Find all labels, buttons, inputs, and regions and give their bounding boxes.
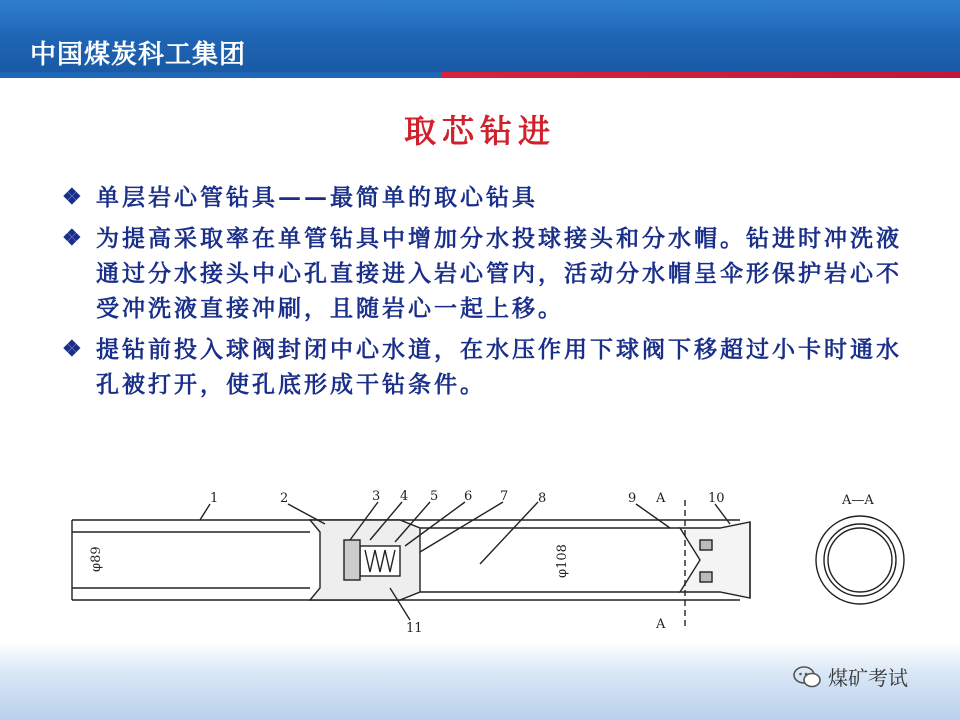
part-label: 7: [500, 489, 509, 504]
diamond-bullet-icon: ❖: [62, 336, 85, 362]
part-label: 2: [280, 491, 289, 506]
diamond-bullet-icon: ❖: [62, 184, 85, 210]
part-label: 10: [708, 491, 725, 506]
bullet-text: 提钻前投入球阀封闭中心水道，在水压作用下球阀下移超过小卡时通水孔被打开，使孔底形成干钻条件。: [96, 336, 902, 398]
slide-title: 取芯钻进: [403, 112, 556, 150]
watermark: [792, 662, 908, 691]
org-name: 中国煤炭科工集团: [30, 40, 247, 70]
section-title: A—A: [842, 493, 874, 508]
dimension-label: φ89: [89, 546, 104, 572]
dimension-label: φ108: [555, 544, 570, 578]
header-bar: [0, 0, 960, 72]
section-mark-bottom: A: [656, 617, 666, 632]
bullet-item: [62, 180, 902, 215]
part-label: 1: [210, 491, 219, 506]
part-label: 8: [538, 491, 547, 506]
part-label: 4: [400, 489, 409, 504]
section-mark-top: A: [656, 491, 666, 506]
header-divider: [0, 72, 960, 78]
wechat-icon: [792, 665, 822, 689]
core-barrel-diagram: [60, 480, 930, 640]
part-label: 5: [430, 489, 439, 504]
diamond-bullet-icon: ❖: [62, 225, 85, 251]
watermark-text: 煤矿考试: [828, 666, 908, 690]
bullet-list: [62, 180, 902, 408]
part-label: 9: [628, 491, 637, 506]
part-label: 11: [406, 621, 423, 636]
bullet-text: 为提高采取率在单管钻具中增加分水投球接头和分水帽。钻进时冲洗液通过分水接头中心孔直接进入岩心管内，活动分水帽呈伞形保护岩心不受冲洗液直接冲刷，且随岩心一起上移。: [96, 225, 902, 322]
part-label: 3: [372, 489, 381, 504]
section-outer-circle: [816, 516, 904, 604]
part-label: 6: [464, 489, 473, 504]
bullet-item: [62, 221, 902, 326]
bullet-text: 单层岩心管钻具——最简单的取心钻具: [96, 184, 538, 211]
bullet-item: [62, 332, 902, 402]
